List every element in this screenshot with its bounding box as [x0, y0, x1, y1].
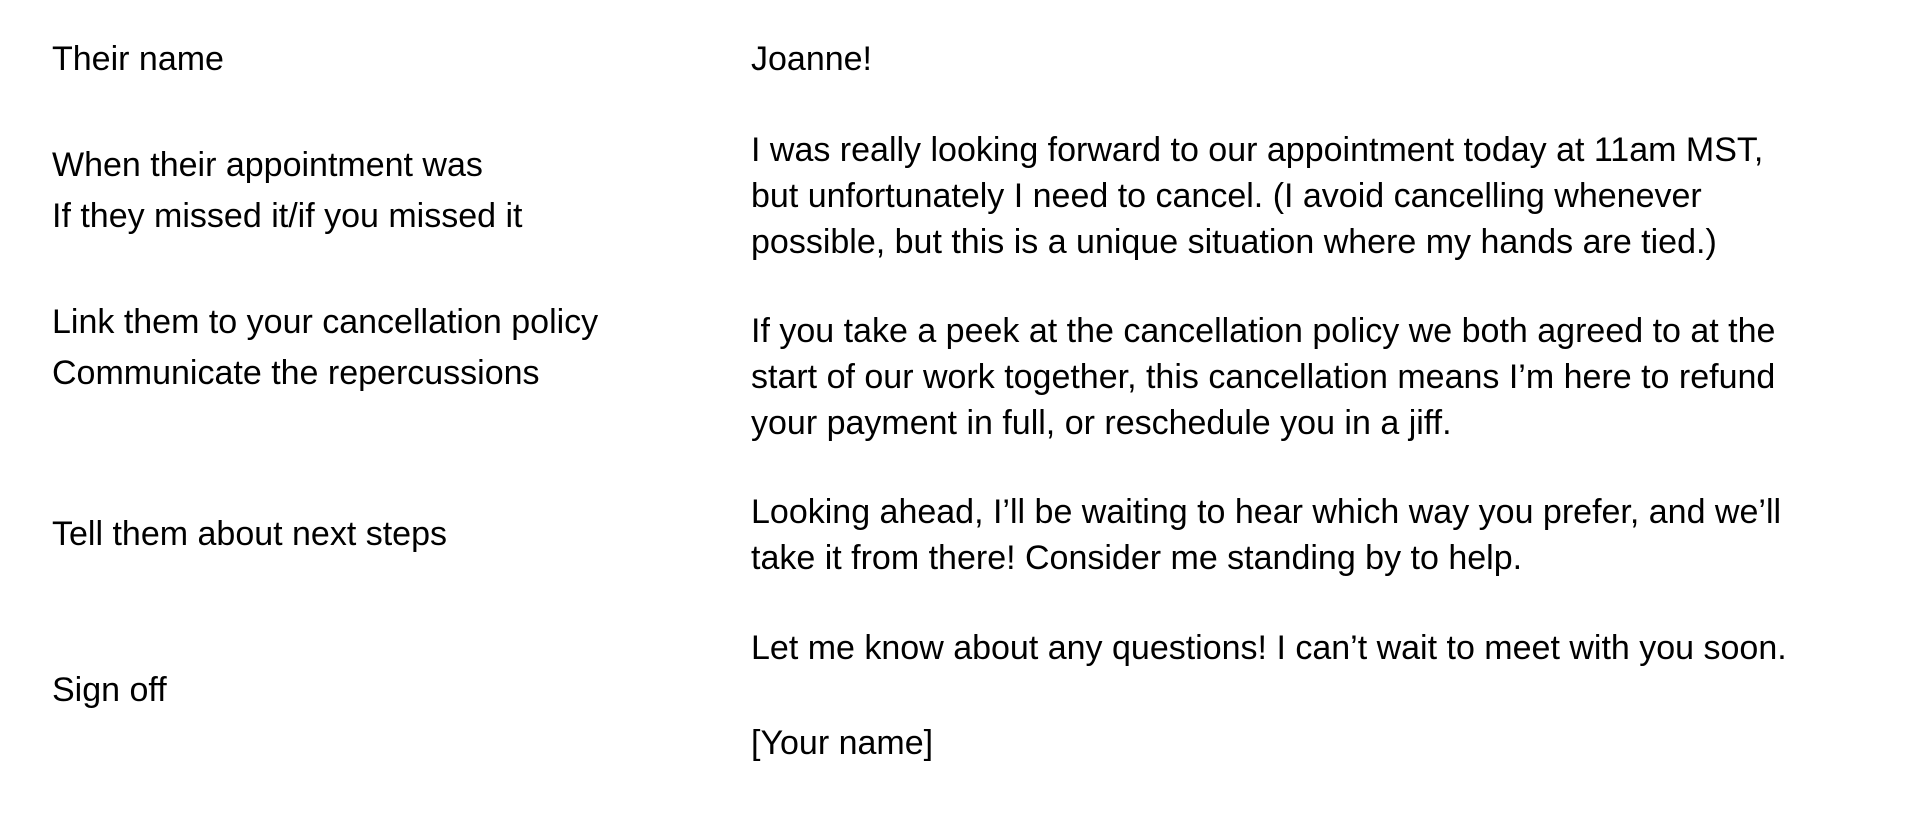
email-closing: Let me know about any questions! I can’t wait to meet with you soon. [751, 629, 1787, 667]
email-paragraph-1-line: but unfortunately I need to cancel. (I avoid cancelling whenever [751, 177, 1702, 215]
email-paragraph-1-line: I was really looking forward to our appointment today at 11am MST, [751, 131, 1764, 169]
email-paragraph-1-line: possible, but this is a unique situation where my hands are tied.) [751, 223, 1717, 261]
label-appointment-when: When their appointment was [52, 146, 483, 184]
label-next-steps: Tell them about next steps [52, 515, 448, 553]
email-paragraph-3 [751, 489, 1781, 581]
email-paragraph-2-line: start of our work together, this cancellation means I’m here to refund [751, 358, 1776, 396]
email-paragraph-2 [751, 308, 1775, 446]
label-their-name: Their name [52, 40, 224, 78]
email-paragraph-2-line: your payment in full, or reschedule you in a jiff. [751, 404, 1452, 442]
email-paragraph-2-line: If you take a peek at the cancellation policy we both agreed to at the [751, 312, 1776, 350]
label-policy-link: Link them to your cancellation policy [52, 303, 599, 341]
email-paragraph-3-line: take it from there! Consider me standing by to help. [751, 539, 1523, 577]
email-greeting: Joanne! [751, 40, 872, 78]
label-repercussions: Communicate the repercussions [52, 354, 540, 392]
label-missed: If they missed it/if you missed it [52, 197, 523, 235]
email-signature: [Your name] [751, 724, 934, 762]
label-sign-off: Sign off [52, 671, 167, 709]
email-paragraph-1 [751, 127, 1763, 265]
email-paragraph-3-line: Looking ahead, I’ll be waiting to hear which way you prefer, and we’ll [751, 493, 1782, 531]
